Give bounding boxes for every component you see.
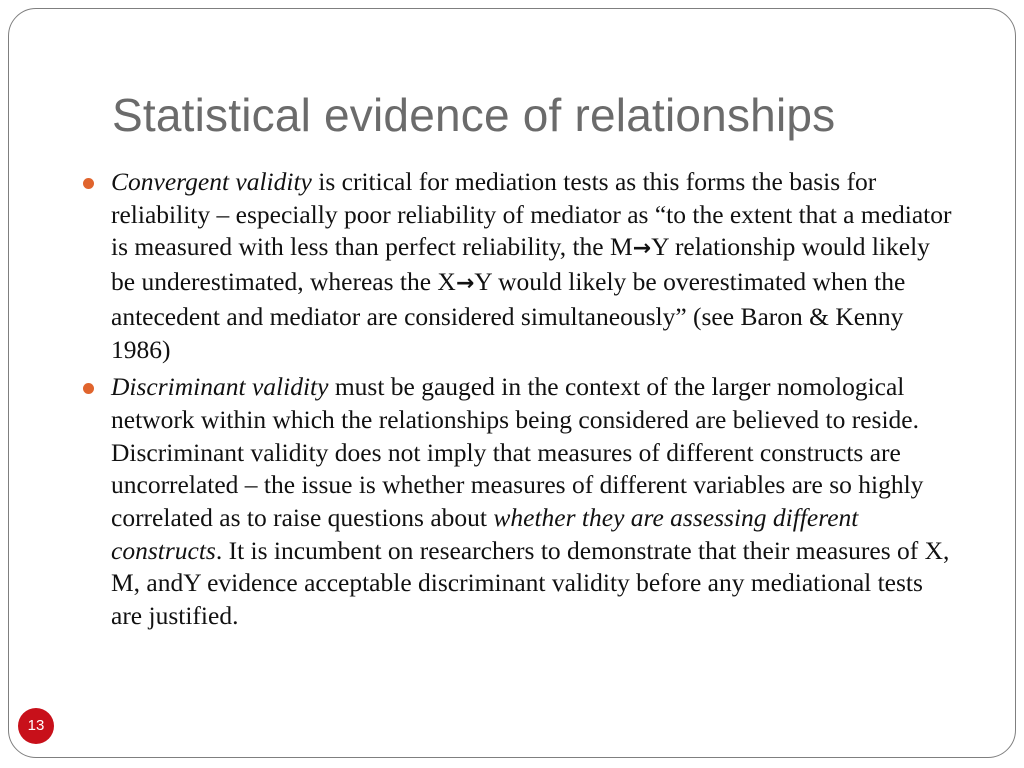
bullet-convergent-validity — [82, 166, 952, 366]
bullet-dot-icon — [83, 178, 94, 189]
right-arrow-icon: → — [455, 271, 475, 297]
bullet-dot-icon — [83, 383, 94, 394]
bullet-text: is critical for mediation tests as this forms the basis for reliability – especially poor reliability of mediator as “to the extent that a mediator is measured with less than perfect reliability, the M — [111, 167, 952, 262]
italic-phrase: whether they are assessing different constructs — [111, 503, 859, 565]
bullet-text: Y would likely be overestimated when the antecedent and mediator are considered simultaneously” (see Baron & Kenny 1986) — [111, 267, 906, 364]
bullet-text: must be gauged in the context of the larger nomological network within which the relationships being considered are believed to reside. Discriminant validity does not imply that measures of different constructs are uncorrelated – the issue is whether measures of different variables are so highly correlated as to raise questions about — [111, 372, 924, 533]
term-discriminant-validity: Discriminant validity — [111, 372, 329, 402]
slide-title: Statistical evidence of relationships — [112, 89, 836, 141]
right-arrow-icon: → — [632, 236, 652, 262]
bullet-text: . It is incumbent on researchers to demonstrate that their measures of X, M, andY evidence acceptable discriminant validity before any mediational tests are justified. — [111, 535, 950, 631]
page-number-badge: 13 — [18, 708, 54, 744]
term-convergent-validity: Convergent validity — [111, 167, 312, 196]
bullet-discriminant-validity — [82, 371, 952, 633]
bullet-list — [82, 166, 952, 638]
bullet-text: Y relationship would likely be underestimated, whereas the X — [111, 232, 930, 297]
